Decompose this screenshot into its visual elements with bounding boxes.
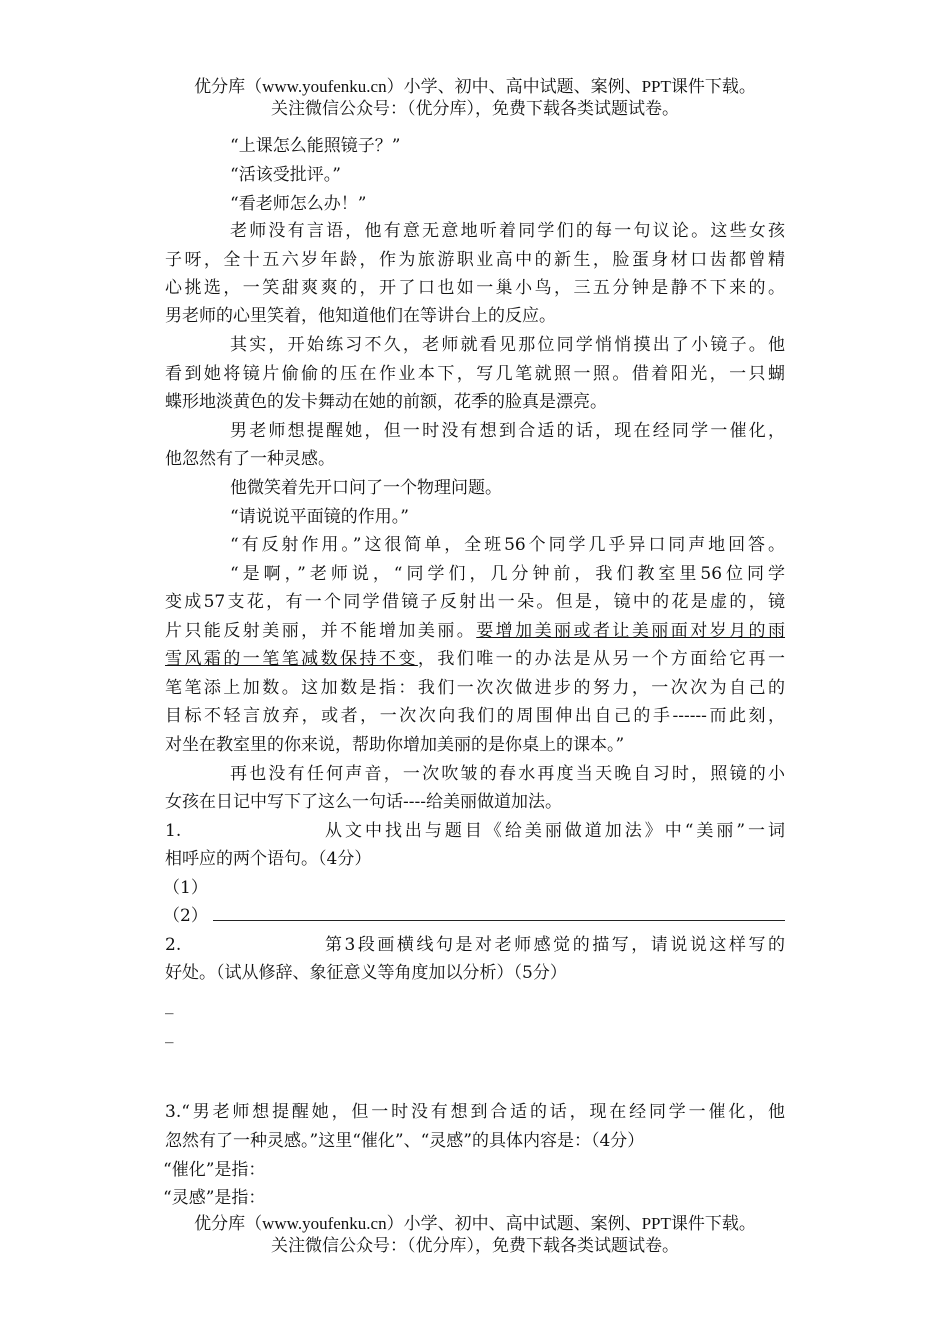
paragraph-line: 老师没有言语，他有意无意地听着同学们的每一句议论。这些女孩 [230, 221, 785, 241]
dialogue-line: “看老师怎么办！” [230, 194, 367, 214]
answer-blank[interactable]: _ [165, 1024, 174, 1044]
question-text: 忽然有了一种灵感。”这里“催化”、“灵感”的具体内容是：（4分） [165, 1131, 645, 1151]
paragraph-line: 女孩在日记中写下了这么一句话----给美丽做道加法。 [165, 792, 562, 812]
answer-blank[interactable] [213, 920, 785, 921]
question-number: 2. [165, 935, 182, 955]
answer-blank[interactable]: _ [165, 995, 174, 1015]
paragraph-line: 蝶形地淡黄色的发卡舞动在她的前额，花季的脸真是漂亮。 [165, 392, 607, 412]
header-line-2: 关注微信公众号：（优分库），免费下载各类试题试卷。 [271, 99, 679, 118]
paragraph-line: 其实，开始练习不久，老师就看见那位同学悄悄摸出了小镜子。他 [230, 335, 785, 355]
question-text: 3.“男老师想提醒她，但一时没有想到合适的话，现在经同学一催化，他 [165, 1102, 785, 1122]
paragraph-line [165, 620, 785, 642]
paragraph-line: 看到她将镜片偷偷的压在作业本下，写几笔就照一照。借着阳光，一只蝴 [165, 364, 785, 384]
paragraph-line: “有反射作用。”这很简单，全班56个同学几乎异口同声地回答。 [230, 535, 785, 555]
footer-line-1: 优分库（www.youfenku.cn）小学、初中、高中试题、案例、PPT课件下载。 [194, 1214, 756, 1233]
question-text: 从文中找出与题目《给美丽做道加法》中“美丽”一词 [325, 821, 785, 841]
question-text: 第3段画横线句是对老师感觉的描写，请说说这样写的 [325, 935, 785, 955]
paragraph-line: “请说说平面镜的作用。” [230, 507, 409, 527]
answer-label: “灵感”是指： [163, 1188, 266, 1208]
paragraph-line [165, 648, 785, 670]
plain-text: 片只能反射美丽，并不能增加美丽。 [165, 621, 477, 641]
answer-label: “催化”是指： [163, 1160, 266, 1180]
dialogue-line: “活该受批评。” [230, 165, 341, 185]
paragraph-line: 男老师想提醒她，但一时没有想到合适的话，现在经同学一催化， [230, 421, 785, 441]
question-text: 相呼应的两个语句。（4分） [165, 849, 372, 869]
paragraph-line: 变成57支花，有一个同学借镜子反射出一朵。但是，镜中的花是虚的，镜 [165, 592, 785, 612]
paragraph-line: 对坐在教室里的你来说，帮助你增加美丽的是你桌上的课本。” [165, 735, 625, 755]
paragraph-line: 他微笑着先开口问了一个物理问题。 [230, 478, 502, 498]
answer-label: （2） [163, 906, 208, 926]
answer-label: （1） [163, 878, 208, 898]
paragraph-line: 他忽然有了一种灵感。 [165, 449, 335, 469]
paragraph-line: 男老师的心里笑着，他知道他们在等讲台上的反应。 [165, 306, 556, 326]
paragraph-line: 笔笔添上加数。这加数是指：我们一次次做进步的努力，一次次为自己的 [165, 678, 785, 698]
underlined-sentence: 要增加美丽或者让美丽面对岁月的雨 [476, 621, 786, 641]
footer-line-2: 关注微信公众号：（优分库），免费下载各类试题试卷。 [271, 1236, 679, 1255]
paragraph-line: 再也没有任何声音，一次吹皱的春水再度当天晚自习时，照镜的小 [230, 764, 785, 784]
paragraph-line: 子呀，全十五六岁年龄，作为旅游职业高中的新生，脸蛋身材口齿都曾精 [165, 250, 785, 270]
question-text: 好处。（试从修辞、象征意义等角度加以分析）（5分） [165, 963, 567, 983]
header-line-1: 优分库（www.youfenku.cn）小学、初中、高中试题、案例、PPT课件下载。 [194, 77, 756, 96]
underlined-sentence: 雪风霜的一笔笔减数保持不变 [165, 649, 418, 669]
paragraph-line: “是啊，”老师说，“同学们，几分钟前，我们教室里56位同学 [230, 564, 785, 584]
paragraph-line: 目标不轻言放弃，或者，一次次向我们的周围伸出自己的手------而此刻， [165, 706, 785, 726]
plain-text: ，我们唯一的办法是从另一个方面给它再一 [417, 649, 786, 669]
dialogue-line: “上课怎么能照镜子？” [230, 136, 401, 156]
paragraph-line: 心挑选，一笑甜爽爽的，开了口也如一巢小鸟，三五分钟是静不下来的。 [165, 278, 785, 298]
question-number: 1. [165, 821, 182, 841]
